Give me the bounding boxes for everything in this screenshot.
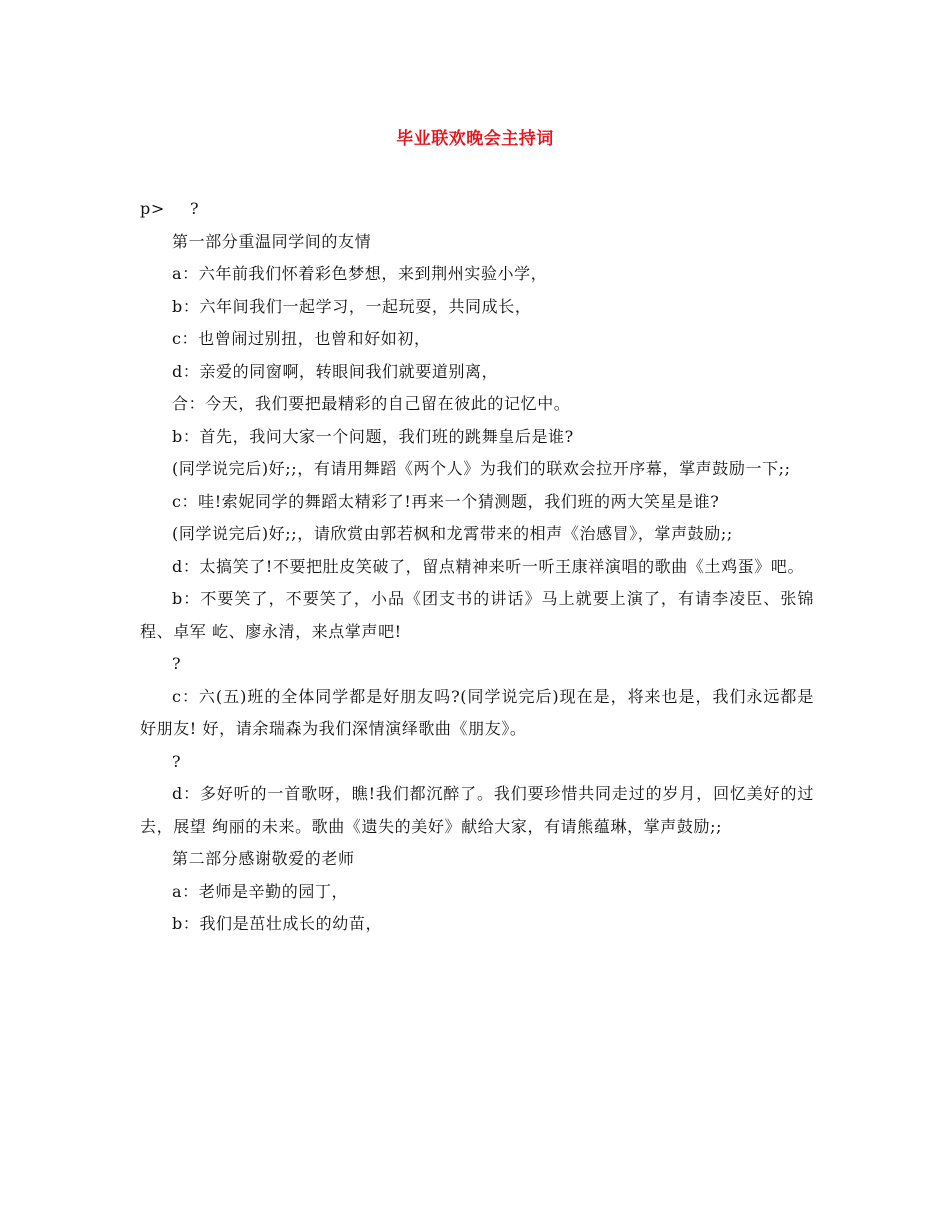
dialogue-line: a：老师是辛勤的园丁， bbox=[172, 881, 349, 901]
separator-symbol: ? bbox=[172, 751, 182, 771]
dialogue-line: c：也曾闹过别扭，也曾和好如初， bbox=[172, 329, 431, 348]
dialogue-line: b：首先，我问大家一个问题，我们班的跳舞皇后是谁? bbox=[172, 426, 574, 446]
document-body bbox=[140, 193, 814, 941]
line-symbol: ? bbox=[190, 199, 200, 218]
dialogue-line: (同学说完后)好;;，请欣赏由郭若枫和龙霄带来的相声《治感冒》，掌声鼓励;; bbox=[172, 524, 733, 543]
dialogue-line: b：我们是茁壮成长的幼苗， bbox=[172, 914, 383, 933]
first-line bbox=[140, 193, 814, 226]
separator-symbol: ? bbox=[172, 654, 182, 673]
document-title: 毕业联欢晚会主持词 bbox=[396, 129, 554, 149]
dialogue-line: d：亲爱的同窗啊，转眼间我们就要道别离， bbox=[172, 361, 499, 381]
section-heading-1: 第一部分重温同学间的友情 bbox=[172, 231, 372, 251]
dialogue-line: c：哇!索妮同学的舞蹈太精彩了!再来一个猜测题，我们班的两大笑星是谁? bbox=[172, 491, 720, 511]
section-heading-2: 第二部分感谢敬爱的老师 bbox=[172, 849, 355, 868]
dialogue-line: b：六年间我们一起学习，一起玩耍，共同成长， bbox=[172, 296, 532, 316]
dialogue-line: 合：今天，我们要把最精彩的自己留在彼此的记忆中。 bbox=[172, 394, 571, 413]
dialogue-line: d：多好听的一首歌呀，瞧!我们都沉醉了。我们要珍惜共同走过的岁月，回忆美好的过去，展望 绚丽的未来。歌曲《遗失的美好》献给大家，有请熊蕴琳，掌声鼓励;; bbox=[140, 784, 814, 836]
dialogue-line: (同学说完后)好;;，有请用舞蹈《两个人》为我们的联欢会拉开序幕，掌声鼓励一下;; bbox=[172, 459, 791, 478]
dialogue-line: c：六(五)班的全体同学都是好朋友吗?(同学说完后)现在是，将来也是，我们永远都是好朋友! 好，请余瑞森为我们深情演绎歌曲《朋友》。 bbox=[140, 686, 814, 738]
dialogue-line: d：太搞笑了!不要把肚皮笑破了，留点精神来听一听王康祥演唱的歌曲《土鸡蛋》吧。 bbox=[172, 556, 805, 576]
dialogue-line: a：六年前我们怀着彩色梦想，来到荆州实验小学， bbox=[172, 264, 548, 283]
dialogue-line: b：不要笑了，不要笑了，小品《团支书的讲话》马上就要上演了，有请李凌臣、张锦程、卓军 屹、廖永清，来点掌声吧! bbox=[140, 589, 814, 641]
line-marker: p> bbox=[140, 199, 165, 218]
